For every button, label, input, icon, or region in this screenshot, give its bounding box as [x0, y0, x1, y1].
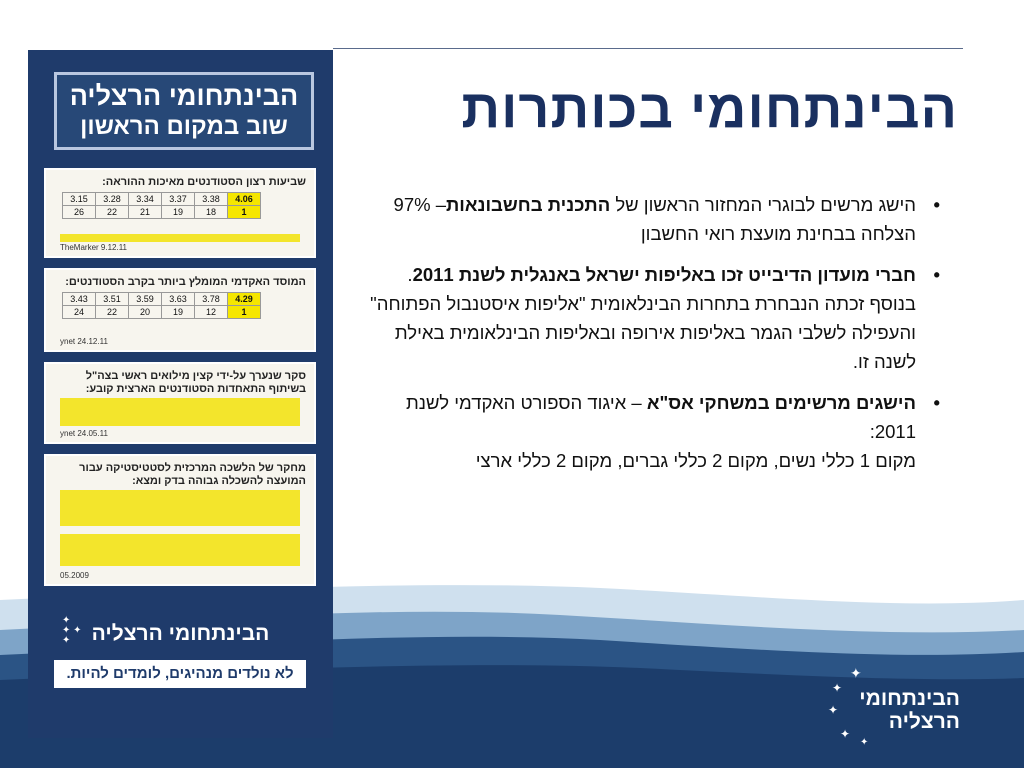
poster-header — [54, 72, 314, 150]
logo-line1: הבינתחומי — [859, 687, 960, 710]
bullet-list — [360, 190, 940, 487]
clipping-teaching-quality — [46, 170, 314, 256]
bullet-text: הישג מרשים לבוגרי המחזור הראשון של — [610, 194, 916, 215]
table-cell: 18 — [195, 206, 228, 219]
table-cell: 4.06 — [228, 193, 261, 206]
clipping-reserves-survey — [46, 364, 314, 442]
clipping-source: ynet 24.05.11 — [60, 429, 108, 438]
poster-header-line2: שוב במקום הראשון — [80, 113, 288, 140]
bullet-text: מקום 1 כללי נשים, מקום 2 כללי גברים, מקום 2 כללי ארצי — [475, 450, 916, 471]
table-cell: 19 — [162, 306, 195, 319]
idc-logo — [820, 665, 980, 755]
bullet-bold: התכנית בחשבונאות — [446, 194, 611, 215]
bullet-marker: • — [933, 194, 940, 215]
header-divider — [333, 48, 963, 49]
table-cell: 3.63 — [162, 293, 195, 306]
bullet-debate — [360, 260, 940, 376]
table-cell: 24 — [63, 306, 96, 319]
table-cell: 3.59 — [129, 293, 162, 306]
clipping-title: סקר שנערך על-ידי קצין מילואים ראשי בצה"ל בשיתוף התאחדות הסטודנטים הארצית קובע: — [85, 370, 306, 395]
logo-line2: הרצליה — [888, 710, 960, 733]
clipping-recommended — [46, 270, 314, 350]
highlight-band — [60, 534, 300, 566]
poster-brand: הבינתחומי הרצליה — [91, 622, 270, 645]
highlight-band — [60, 234, 300, 242]
table-cell: 21 — [129, 206, 162, 219]
table-cell: 22 — [96, 206, 129, 219]
table-cell: 26 — [63, 206, 96, 219]
poster-slogan: לא נולדים מנהיגים, לומדים להיות. — [54, 660, 306, 688]
bullet-sports — [360, 388, 940, 475]
star-icon: ✦ — [828, 703, 839, 717]
table-cell: 19 — [162, 206, 195, 219]
table-cell: 12 — [195, 306, 228, 319]
table-cell: 22 — [96, 306, 129, 319]
clipping-cbs-study — [46, 456, 314, 584]
clipping-source: ynet 24.12.11 — [60, 337, 108, 346]
bullet-bold: חברי מועדון הדיבייט זכו באליפות ישראל באנגלית לשנת 2011 — [412, 264, 916, 285]
star-icon: ✦ — [850, 665, 862, 681]
clipping-source: 05.2009 — [60, 571, 89, 580]
clipping-title: המוסד האקדמי המומלץ ביותר בקרב הסטודנטים: — [65, 276, 306, 288]
star-icon: ✦ — [832, 681, 843, 695]
star-icon: ✦ ✦ ✦ ✦ — [62, 615, 82, 646]
bullet-text: . בנוסף זכתה הנבחרת בתחרות הבינלאומית "אליפות איסטנבול הפתוחה" והעפילה לשלבי הגמר באליפות אירופה ובאליפות הבינלאומית באילת לשנה זו. — [370, 264, 916, 372]
clipping-title: שביעות רצון הסטודנטים מאיכות ההוראה: — [102, 176, 306, 188]
slide-title: הבינתחומי בכותרות — [461, 79, 958, 139]
bullet-text: – 97% הצלחה בבחינת מועצת רואי החשבון — [393, 194, 916, 244]
bullet-accounting — [360, 190, 940, 248]
clipping-title: מחקר של הלשכה המרכזית לסטטיסטיקה עבור המועצה להשכלה גבוהה בדק ומצא: — [79, 462, 306, 487]
table-cell: 3.34 — [129, 193, 162, 206]
table-cell: 20 — [129, 306, 162, 319]
bullet-bold: הישגים מרשימים במשחקי אס"א — [646, 392, 916, 413]
table-cell: 3.15 — [63, 193, 96, 206]
highlight-band — [60, 490, 300, 526]
table-cell: 3.51 — [96, 293, 129, 306]
clipping-table — [62, 292, 261, 319]
table-cell: 3.37 — [162, 193, 195, 206]
bullet-text: – איגוד הספורט האקדמי לשנת 2011: — [405, 392, 916, 442]
table-cell: 3.38 — [195, 193, 228, 206]
table-cell: 3.43 — [63, 293, 96, 306]
poster-header-line1: הבינתחומי הרצליה — [69, 81, 299, 111]
clipping-table — [62, 192, 261, 219]
clipping-source: TheMarker 9.12.11 — [60, 243, 127, 252]
table-cell: 1 — [228, 306, 261, 319]
newspaper-poster — [28, 50, 333, 738]
bullet-marker: • — [933, 264, 940, 285]
table-cell: 1 — [228, 206, 261, 219]
table-cell: 4.29 — [228, 293, 261, 306]
star-icon: ✦ — [860, 737, 869, 748]
table-cell: 3.28 — [96, 193, 129, 206]
bullet-marker: • — [933, 392, 940, 413]
highlight-band — [60, 398, 300, 426]
table-cell: 3.78 — [195, 293, 228, 306]
star-icon: ✦ — [840, 727, 851, 741]
